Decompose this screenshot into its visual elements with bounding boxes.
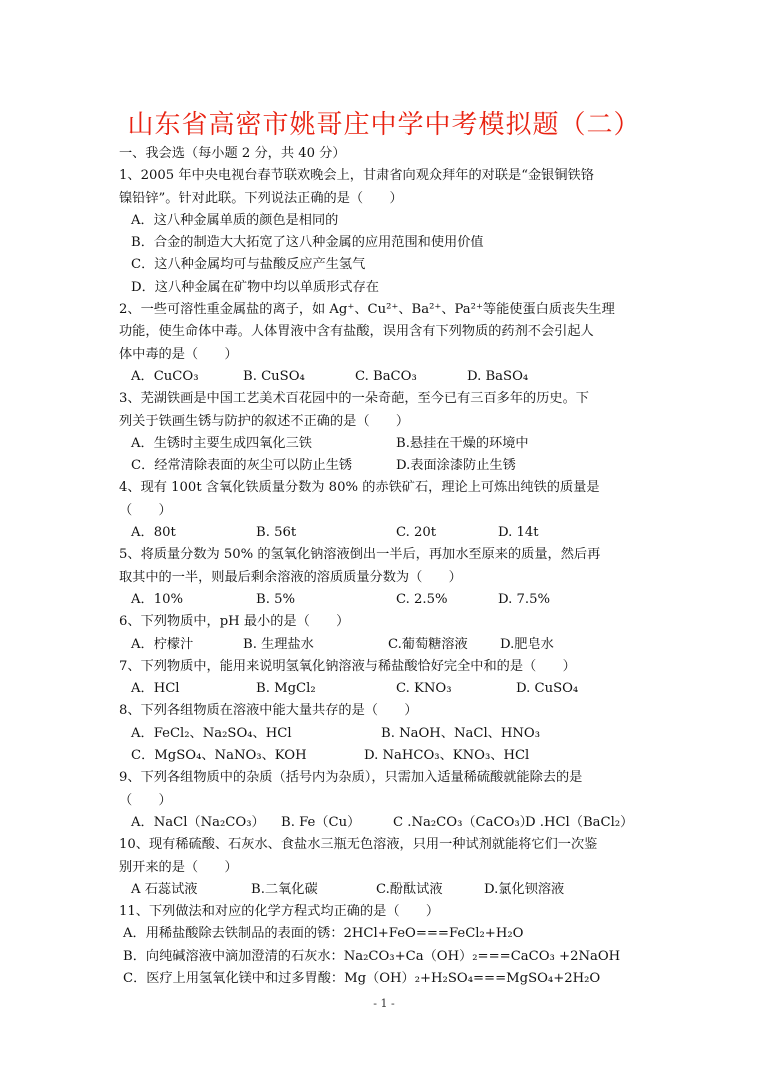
option-d: D.表面涂漆防止生锈	[396, 458, 516, 474]
option-row	[119, 723, 649, 745]
question-stem: （ ）	[119, 792, 172, 808]
option-d: D. 14t	[498, 525, 539, 541]
question-stem: 1、2005 年中央电视台春节联欢晚会上，甘肃省向观众拜年的对联是“金银铜铁铬	[119, 168, 594, 184]
question-stem: 11、下列做法和对应的化学方程式均正确的是（ ）	[119, 904, 440, 920]
question-stem: 7、下列物质中，能用来说明氢氧化钠溶液与稀盐酸恰好完全中和的是（ ）	[119, 658, 576, 674]
option-c: C．这八种金属均可与盐酸反应产生氢气	[131, 257, 366, 273]
option-a: A．NaCl（Na₂CO₃）	[131, 814, 265, 830]
option-a: A．10%	[131, 591, 184, 607]
option-b: B. 生理盐水	[243, 636, 314, 652]
question-stem: 6、下列物质中，pH 最小的是（ ）	[119, 614, 350, 630]
option-b: B.二氧化碳	[251, 881, 318, 897]
option-b: B. Fe（Cu）	[281, 814, 361, 830]
question-list	[119, 143, 649, 990]
option-row	[119, 678, 649, 700]
option-row	[119, 455, 649, 477]
question-stem: 2、一些可溶性重金属盐的离子，如 Ag⁺、Cu²⁺、Ba²⁺、Pa²⁺等能使蛋白质丧失生理	[119, 302, 615, 318]
option-c: C．经常清除表面的灰尘可以防止生锈	[131, 458, 353, 474]
option-row	[119, 634, 649, 656]
option-row	[119, 879, 649, 901]
option-d: D. CuSO₄	[516, 681, 579, 697]
question-stem: 功能，使生命体中毒。人体胃液中含有盐酸，误用含有下列物质的药剂不会引起人	[119, 324, 594, 340]
section-heading: 一、我会选（每小题 2 分，共 40 分）	[119, 146, 346, 161]
option-row	[119, 812, 649, 834]
question-stem: 镍铅锌”。针对此联。下列说法正确的是（ ）	[119, 190, 403, 206]
question-stem: （ ）	[119, 502, 172, 518]
option-row	[119, 745, 649, 767]
option-b: B. NaOH、NaCl、HNO₃	[381, 725, 541, 741]
option-a: A．这八种金属单质的颜色是相同的	[131, 212, 339, 228]
option-a: A．用稀盐酸除去铁制品的表面的锈：2HCl+FeO===FeCl₂+H₂O	[123, 926, 524, 942]
question-stem: 8、下列各组物质在溶液中能大量共存的是（ ）	[119, 703, 418, 719]
option-c: C. KNO₃	[396, 681, 452, 697]
option-d: D. 7.5%	[498, 591, 550, 607]
question-stem: 取其中的一半，则最后剩余溶液的溶质质量分数为（ ）	[119, 569, 462, 585]
option-b: B. 56t	[256, 525, 297, 541]
option-c: C. BaCO₃	[355, 368, 417, 384]
option-a: A．80t	[131, 525, 176, 541]
page-number: - 1 -	[373, 997, 395, 1010]
question-stem: 10、现有稀硫酸、石灰水、食盐水三瓶无色溶液，只用一种试剂就能将它们一次鉴	[119, 837, 598, 853]
option-c: C. 20t	[396, 525, 437, 541]
option-a: A．HCl	[131, 681, 180, 697]
option-b: B.悬挂在干燥的环境中	[396, 435, 529, 451]
option-d: D. BaSO₄	[467, 368, 529, 384]
option-b: B. MgCl₂	[256, 681, 316, 697]
option-row	[119, 366, 649, 388]
option-d: D．这八种金属在矿物中均以单质形式存在	[131, 279, 379, 295]
option-a: A．FeCl₂、Na₂SO₄、HCl	[131, 725, 292, 741]
option-b: B．向纯碱溶液中滴加澄清的石灰水：Na₂CO₃+Ca（OH）₂===CaCO₃ +2NaOH	[123, 948, 621, 964]
question-stem: 3、芜湖铁画是中国工艺美术百花园中的一朵奇葩，至今已有三百多年的历史。下	[119, 391, 589, 407]
option-d: D. NaHCO₃、KNO₃、HCl	[364, 748, 530, 764]
option-d: D.氯化钡溶液	[484, 881, 565, 897]
option-b: B. 5%	[256, 591, 295, 607]
question-stem: 列关于铁画生锈与防护的叙述不正确的是（ ）	[119, 413, 410, 429]
question-stem: 体中毒的是（ ）	[119, 346, 238, 362]
option-c: C．MgSO₄、NaNO₃、KOH	[131, 748, 307, 764]
option-a: A．柠檬汁	[131, 636, 194, 652]
page-title: 山东省高密市姚哥庄中学中考模拟题（二）	[127, 110, 641, 140]
option-c: C .Na₂CO₃（CaCO₃）	[393, 814, 533, 830]
option-a: A．生锈时主要生成四氧化三铁	[131, 435, 312, 451]
option-c: C. 2.5%	[396, 591, 448, 607]
option-b: B. CuSO₄	[243, 368, 305, 384]
option-row	[119, 522, 649, 544]
option-c: C.酚酞试液	[376, 881, 443, 897]
option-a: A 石蕊试液	[131, 881, 198, 897]
option-b: B．合金的制造大大拓宽了这八种金属的应用范围和使用价值	[131, 235, 484, 251]
question-stem: 别开来的是（ ）	[119, 859, 238, 875]
option-d: D .HCl（BaCl₂）	[525, 814, 634, 830]
option-d: D.肥皂水	[500, 636, 554, 652]
option-a: A．CuCO₃	[131, 368, 199, 384]
option-c: C.葡萄糖溶液	[388, 636, 468, 652]
option-row	[119, 589, 649, 611]
option-c: C．医疗上用氢氧化镁中和过多胃酸：Mg（OH）₂+H₂SO₄===MgSO₄+2H₂O	[123, 970, 601, 986]
question-stem: 9、下列各组物质中的杂质（括号内为杂质），只需加入适量稀硫酸就能除去的是	[119, 770, 583, 786]
question-stem: 4、现有 100t 含氧化铁质量分数为 80% 的赤铁矿石，理论上可炼出纯铁的质量是	[119, 480, 600, 496]
question-stem: 5、将质量分数为 50% 的氢氧化钠溶液倒出一半后，再加水至原来的质量，然后再	[119, 547, 601, 563]
option-row	[119, 433, 649, 455]
